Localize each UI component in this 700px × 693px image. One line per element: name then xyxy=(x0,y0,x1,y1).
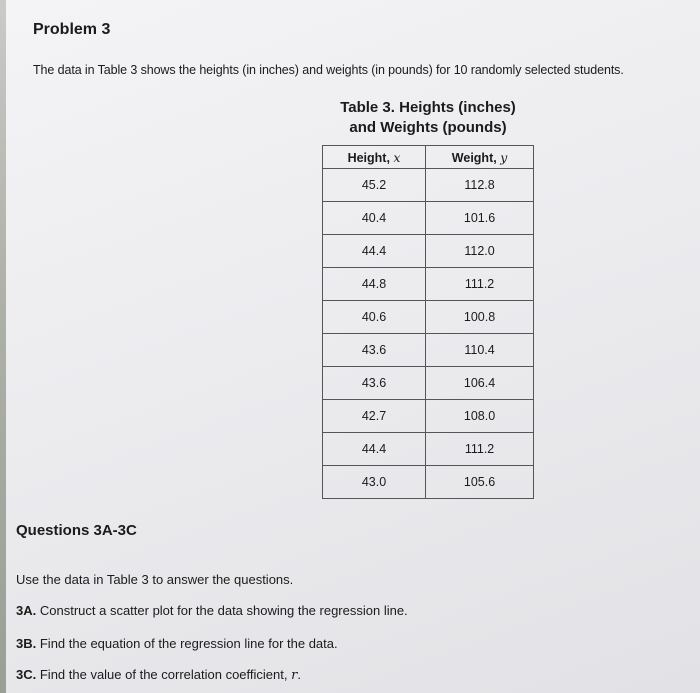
table-row xyxy=(323,202,534,235)
table-caption-line1: Table 3. Heights (inches) xyxy=(340,99,516,116)
weight-cell: 111.2 xyxy=(426,433,534,466)
question-3a xyxy=(16,603,408,618)
question-3c xyxy=(16,667,301,683)
height-column-header: Height, x xyxy=(323,146,426,169)
weight-cell: 112.8 xyxy=(426,169,534,202)
question-3b-label: 3B. xyxy=(16,636,37,651)
height-cell: 40.4 xyxy=(323,202,426,235)
questions-intro: Use the data in Table 3 to answer the questions. xyxy=(16,572,294,587)
table-row xyxy=(323,235,534,268)
weight-cell: 112.0 xyxy=(426,235,534,268)
table-row xyxy=(323,433,534,466)
question-3c-period: . xyxy=(297,667,301,682)
weight-cell: 101.6 xyxy=(426,202,534,235)
question-3a-text: Construct a scatter plot for the data showing the regression line. xyxy=(39,603,408,618)
table-caption xyxy=(322,98,534,138)
height-cell: 43.0 xyxy=(323,466,426,499)
question-3c-variable: r xyxy=(291,668,298,683)
height-cell: 45.2 xyxy=(323,169,426,202)
height-cell: 40.6 xyxy=(323,301,426,334)
weight-cell: 100.8 xyxy=(426,301,534,334)
table-row xyxy=(323,334,534,367)
table-caption-line2: and Weights (pounds) xyxy=(349,119,507,136)
table-row xyxy=(323,169,534,202)
height-cell: 42.7 xyxy=(323,400,426,433)
table-row xyxy=(323,466,534,499)
height-cell: 44.4 xyxy=(323,235,426,268)
page-edge-strip xyxy=(0,0,6,693)
table-row xyxy=(323,367,534,400)
heights-weights-table xyxy=(322,145,534,499)
question-3b-text: Find the equation of the regression line for the data. xyxy=(39,636,338,651)
question-3c-label: 3C. xyxy=(16,667,37,682)
question-3a-label: 3A. xyxy=(16,603,37,618)
questions-heading: Questions 3A-3C xyxy=(16,522,137,539)
problem-intro: The data in Table 3 shows the heights (in inches) and weights (in pounds) for 10 randomly selected students. xyxy=(33,63,624,77)
problem-title: Problem 3 xyxy=(33,21,111,38)
height-cell: 43.6 xyxy=(323,367,426,400)
height-cell: 43.6 xyxy=(323,334,426,367)
question-3b xyxy=(16,636,338,651)
table-header-row xyxy=(323,146,534,169)
height-cell: 44.8 xyxy=(323,268,426,301)
weight-cell: 108.0 xyxy=(426,400,534,433)
question-3c-text: Find the value of the correlation coefficient, xyxy=(39,667,288,682)
height-cell: 44.4 xyxy=(323,433,426,466)
weight-cell: 110.4 xyxy=(426,334,534,367)
weight-cell: 111.2 xyxy=(426,268,534,301)
weight-column-header: Weight, y xyxy=(426,146,534,169)
table-row xyxy=(323,268,534,301)
table-row xyxy=(323,400,534,433)
weight-cell: 105.6 xyxy=(426,466,534,499)
weight-cell: 106.4 xyxy=(426,367,534,400)
table-row xyxy=(323,301,534,334)
